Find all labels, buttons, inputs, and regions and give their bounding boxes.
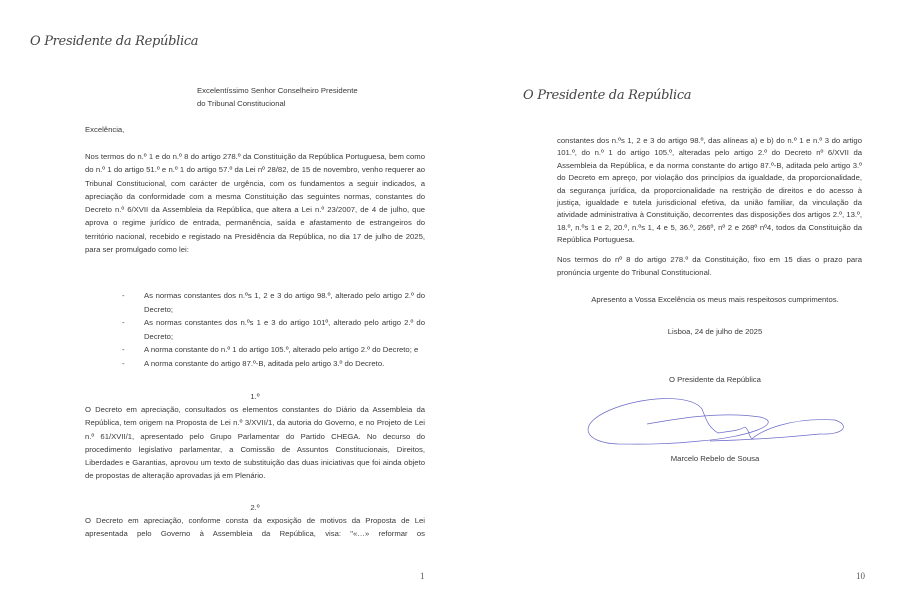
page-number: 10 xyxy=(856,571,865,581)
addressee-line: do Tribunal Constitucional xyxy=(197,99,286,109)
section-paragraph: O Decreto em apreciação, conforme consta da exposição de motivos da Proposta de Lei apresentada pelo Governo à Assembleia da República, visa: "«…» reformar os xyxy=(85,516,425,539)
salutation: Excelência, xyxy=(85,125,125,134)
signatory-name: Marcelo Rebelo de Sousa xyxy=(670,454,760,463)
intro-paragraph: Nos termos do n.º 1 e do n.º 8 do artigo 278.º da Constituição da República Portuguesa, bem como do n.º 1 do artigo 51.º e n.º 1 do artigo 57.º da Lei nº 28/82, de 15 de novembro, venho requerer ao Tribunal Constitucional, com carácter de urgência, com os fundamentos a seguir indicados, a apreciação da conformidade com a mesma Constituição das seguintes normas, constantes do Decreto n.º 6/XVII da Assembleia da República, que altera a Lei n.º 23/2007, de 4 de julho, que aprova o regime jurídico de entrada, permanência, saída e afastamento de estrangeiros do território nacional, recebido e registado na Presidência da República, no dia 17 de julho de 2025, para ser promulgado como lei: xyxy=(85,152,425,255)
page-number: 1 xyxy=(420,571,425,581)
letterhead: O Presidente da República xyxy=(523,88,692,103)
document-page-10 xyxy=(460,0,919,603)
list-item: - As normas constantes dos n.ºs 1, 2 e 3 do artigo 98.º, alterado pelo artigo 2.º do Decreto; xyxy=(122,289,425,316)
signature-stroke xyxy=(588,399,843,445)
list-item-text: A norma constante do artigo 87.º-B, aditada pelo artigo 3.º do Decreto. xyxy=(144,358,385,368)
closing: Apresento a Vossa Excelência os meus mais respeitosos cumprimentos. xyxy=(591,295,839,304)
deadline-paragraph: Nos termos do nº 8 do artigo 278.º da Constituição, fixo em 15 dias o prazo para pronúncia urgente do Tribunal Constitucional. xyxy=(557,255,862,277)
place-date: Lisboa, 24 de julho de 2025 xyxy=(667,327,763,336)
signatory-title: O Presidente da República xyxy=(669,375,761,384)
list-item: - A norma constante do n.º 1 do artigo 105.º, alterado pelo artigo 2.º do Decreto; e xyxy=(122,343,425,357)
list-item: - As normas constantes dos n.ºs 1 e 3 do artigo 101º, alterado pelo artigo 2.º do Decreto; xyxy=(122,316,425,343)
norms-list xyxy=(122,289,425,370)
signature xyxy=(580,395,860,455)
list-item-text: A norma constante do n.º 1 do artigo 105.º, alterado pelo artigo 2.º do Decreto; e xyxy=(144,345,419,354)
addressee xyxy=(197,84,437,111)
list-item: - A norma constante do artigo 87.º-B, aditada pelo artigo 3.º do Decreto. xyxy=(122,357,425,371)
list-item-text: As normas constantes dos n.ºs 1 e 3 do artigo 101º, alterado pelo artigo 2.º do Decreto; xyxy=(144,318,425,341)
letterhead: O Presidente da República xyxy=(30,34,199,49)
addressee-line: Excelentíssimo Senhor Conselheiro Presidente xyxy=(197,86,358,95)
continuation-paragraph: constantes dos n.ºs 1, 2 e 3 do artigo 98.º, das alíneas a) e b) do n.º 1 e n.º 3 do artigo 101.º, do n.º 1 do artigo 105.º, alteradas pelo artigo 2.º do Decreto nº 6/XVII da Assembleia da República, e da norma constante do artigo 87.º-B, aditada pelo artigo 3.º do Decreto em apreço, por violação dos princípios da igualdade, da proporcionalidade, da segurança jurídica, da proporcionalidade na restrição de direitos e do acesso à justiça, igualdade e tutela jurisdicional efetiva, da união familiar, da vinculação da atividade administrativa à Constituição, decorrentes das disposições dos artigos 2.º, 13.º, 18.º, n.ºs 1 e 2, 20.º, n.ºs 1, 4 e 5, 36.º, 266º, nº 2 e 268º nº4, todos da Constituição da República Portuguesa. xyxy=(557,136,862,245)
section-heading: 2.º xyxy=(250,503,260,512)
list-item-text: As normas constantes dos n.ºs 1, 2 e 3 do artigo 98.º, alterado pelo artigo 2.º do Decreto; xyxy=(144,291,425,314)
section-heading: 1.º xyxy=(250,392,260,401)
section-paragraph: O Decreto em apreciação, consultados os elementos constantes do Diário da Assembleia da República, tem origem na Proposta de Lei n.º 3/XVII/1, da autoria do Governo, e no Projeto de Lei n.º 61/XVII/1, apresentado pelo Grupo Parlamentar do Partido CHEGA. No decurso do procedimento legislativo parlamentar, a Comissão de Assuntos Constitucionais, Direitos, Liberdades e Garantias, aprovou um texto de substituição das duas iniciativas que foi ainda objeto de propostas de alteração aprovadas já em Plenário. xyxy=(85,405,425,481)
